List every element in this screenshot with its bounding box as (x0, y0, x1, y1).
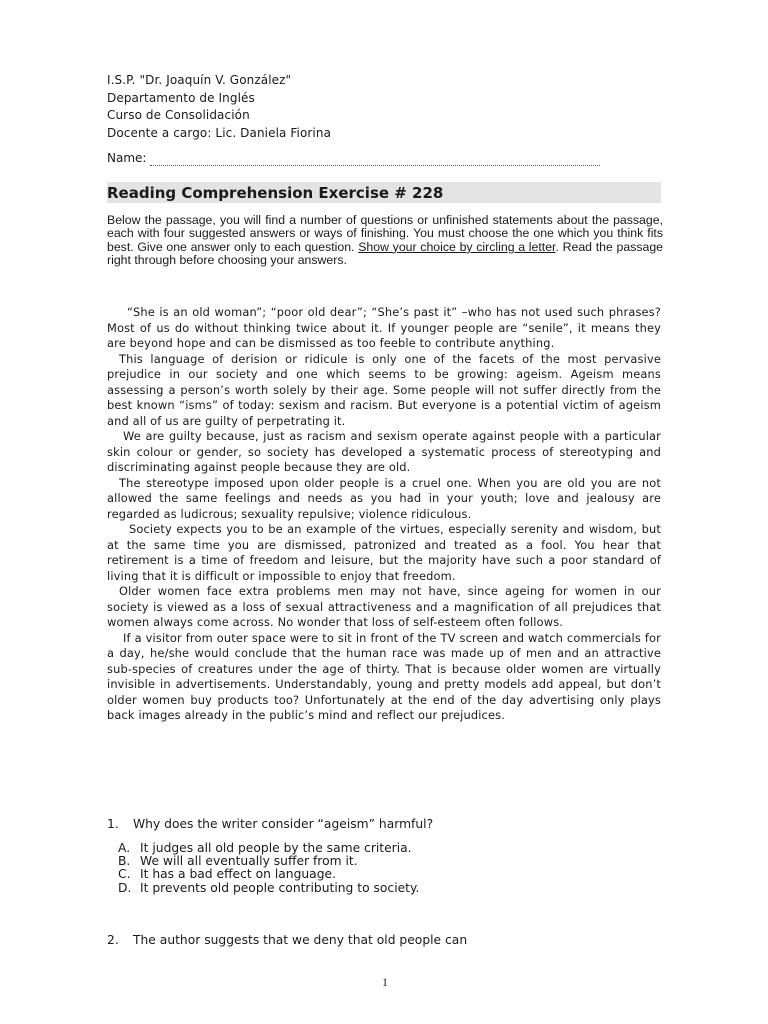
name-dotted-line[interactable] (150, 154, 600, 166)
instructions (107, 214, 663, 268)
name-field[interactable] (107, 150, 607, 166)
option-letter[interactable]: A. (118, 841, 131, 855)
passage-paragraph: We are guilty because, just as racism and sexism operate against people with a particular skin colour or gender, so society has developed a systematic process of stereotyping and discriminating against people because they are old. (107, 429, 661, 474)
instructions-underlined: Show your choice by circling a letter (358, 239, 556, 254)
question-number: 2. (107, 933, 119, 947)
passage-paragraph: Older women face extra problems men may not have, since ageing for women in our society is viewed as a loss of sexual attractiveness and a magnification of all prejudices that women always come across. No wonder that loss of self-esteem often follows. (107, 584, 661, 629)
option-text: It judges all old people by the same criteria. (140, 841, 412, 855)
exercise-title: Reading Comprehension Exercise # 228 (107, 184, 444, 202)
reading-passage (107, 305, 661, 724)
department-name: Departamento de Inglés (107, 90, 255, 105)
question-number: 1. (107, 817, 119, 831)
question-1-options (118, 842, 419, 895)
instructions-after: . Read the passage right through before choosing your answers. (107, 239, 664, 268)
passage-paragraph: Society expects you to be an example of the virtues, especially serenity and wisdom, but at the same time you are dismissed, patronized and treated as a fool. You hear that retirement is a time of freedom and leisure, but the majority have such a poor standard of living that it is difficult or impossible to enjoy that freedom. (107, 522, 661, 583)
question-text: The author suggests that we deny that old people can (133, 933, 468, 947)
page-number: 1 (382, 975, 388, 989)
name-label: Name: (107, 151, 147, 165)
passage-paragraph: The stereotype imposed upon older people is a cruel one. When you are old you are not allowed the same feelings and needs as you had in your youth; love and jealousy are regarded as ludicrous; sexuality repulsive; violence ridiculous. (107, 475, 661, 521)
question-text: Why does the writer consider “ageism” harmful? (133, 817, 434, 831)
institution-header (107, 72, 331, 142)
option-text: It prevents old people contributing to society. (140, 880, 420, 895)
passage-paragraph: “She is an old woman”; “poor old dear”; “She’s past it” –who has not used such phrases? Most of us do without thinking twice about it. If younger people are “senile”, it means they are beyond hope and can be dismissed as too feeble to contribute anything. (107, 305, 661, 350)
option-letter[interactable]: C. (118, 867, 131, 882)
teacher-name: Docente a cargo: Lic. Daniela Fiorina (107, 125, 332, 140)
course-name: Curso de Consolidación (107, 108, 250, 122)
option-d[interactable] (118, 882, 419, 895)
option-text: We will all eventually suffer from it. (140, 854, 358, 869)
option-letter[interactable]: D. (118, 880, 132, 895)
option-text: It has a bad effect on language. (140, 867, 336, 882)
question-1 (107, 817, 433, 831)
question-2 (107, 933, 467, 947)
option-letter[interactable]: B. (118, 854, 131, 869)
institution-name: I.S.P. "Dr. Joaquín V. González" (107, 73, 292, 87)
passage-paragraph: This language of derision or ridicule is only one of the facets of the most pervasive prejudice in our society and one which seems to be growing: ageism. Ageism means assessing a person’s worth solely by their age. Some people will not suffer directly from the best known “isms” of today: sexism and racism. But everyone is a potential victim of ageism and all of us are guilty of perpetrating it. (107, 351, 661, 428)
instructions-text: Below the passage, you will find a number of questions or unfinished statements about the passage, each with four suggested answers or ways of finishing. You must choose the one which you think fits best. Give one answer only to each question. (107, 213, 663, 254)
exercise-title-bar (107, 182, 661, 203)
passage-paragraph: If a visitor from outer space were to sit in front of the TV screen and watch commercials for a day, he/she would conclude that the human race was made up of men and an attractive sub-species of creatures under the age of thirty. That is because older women are virtually invisible in advertisements. Understandably, young and pretty models add appeal, but don’t older women buy products too? Unfortunately at the end of the day advertising only plays back images already in the public’s mind and reflect our prejudices. (107, 630, 661, 722)
